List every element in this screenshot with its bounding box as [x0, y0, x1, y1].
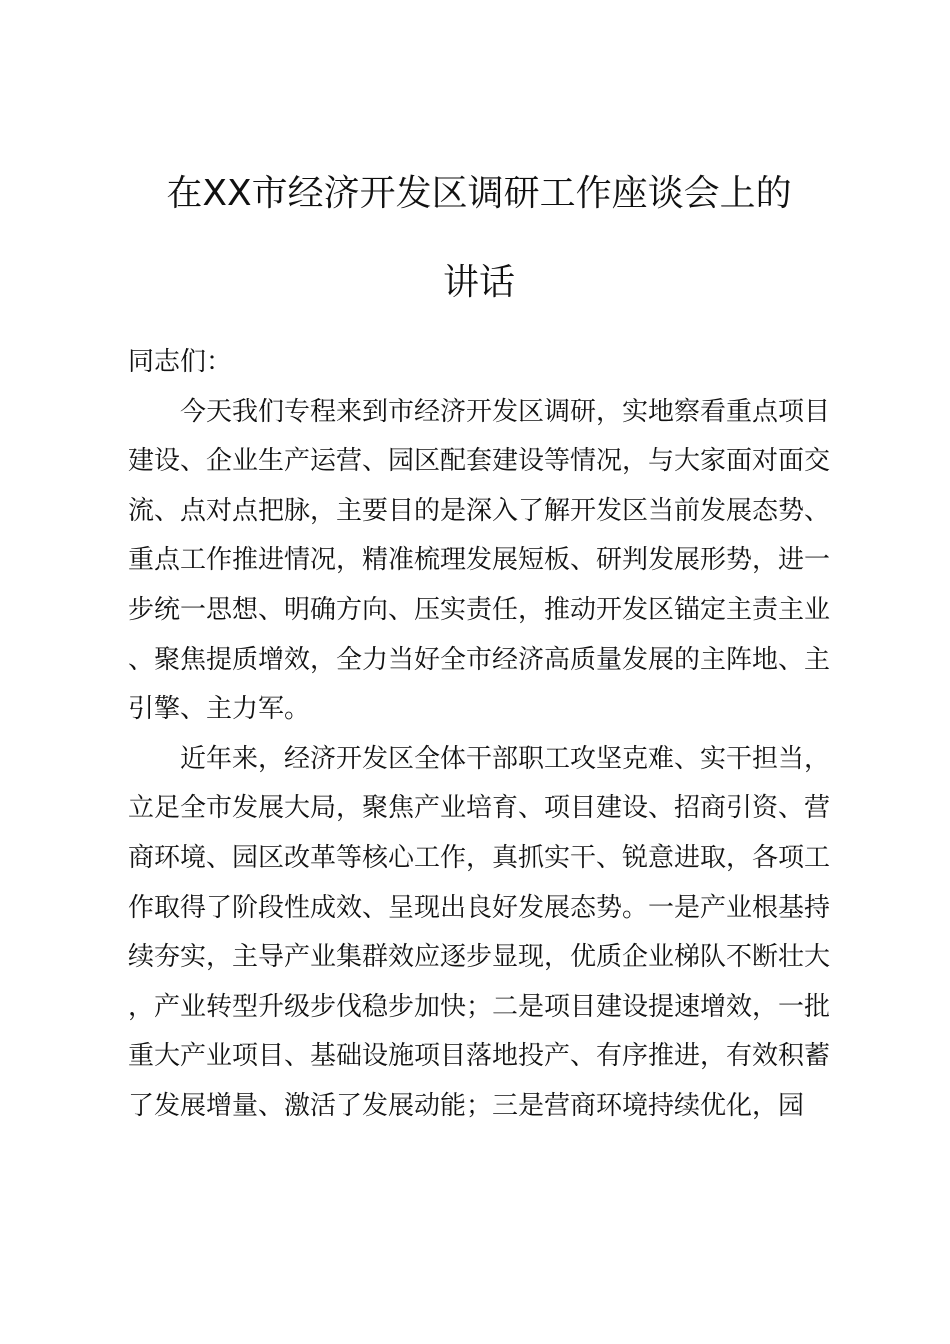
salutation: 同志们：: [128, 347, 233, 377]
paragraph-1: 今天我们专程来到市经济开发区调研，实地察看重点项目建设、企业生产运营、园区配套建设等情况，与大家面对面交流、点对点把脉，主要目的是深入了解开发区当前发展态势、重点工作推进情况，精准梳理发展短板、研判发展形势，进一步统一思想、明确方向、压实责任，推动开发区锚定主责主业、聚焦提质增效，全力当好全市经济高质量发展的主阵地、主引擎、主力军。: [128, 396, 831, 725]
title-line-2: 讲话: [442, 262, 515, 303]
title-line-1: 在XX市经济开发区调研工作座谈会上的: [166, 173, 792, 214]
document-body: [128, 338, 830, 1132]
document-title: [128, 173, 830, 303]
paragraph-2: 近年来，经济开发区全体干部职工攻坚克难、实干担当，立足全市发展大局，聚焦产业培育、项目建设、招商引资、营商环境、园区改革等核心工作，真抓实干、锐意进取，各项工作取得了阶段性成效、呈现出良好发展态势。一是产业根基持续夯实，主导产业集群效应逐步显现，优质企业梯队不断壮大，产业转型升级步伐稳步加快；二是项目建设提速增效，一批重大产业项目、基础设施项目落地投产、有序推进，有效积蓄了发展增量、激活了发展动能；三是营商环境持续优化，园: [128, 743, 831, 1121]
